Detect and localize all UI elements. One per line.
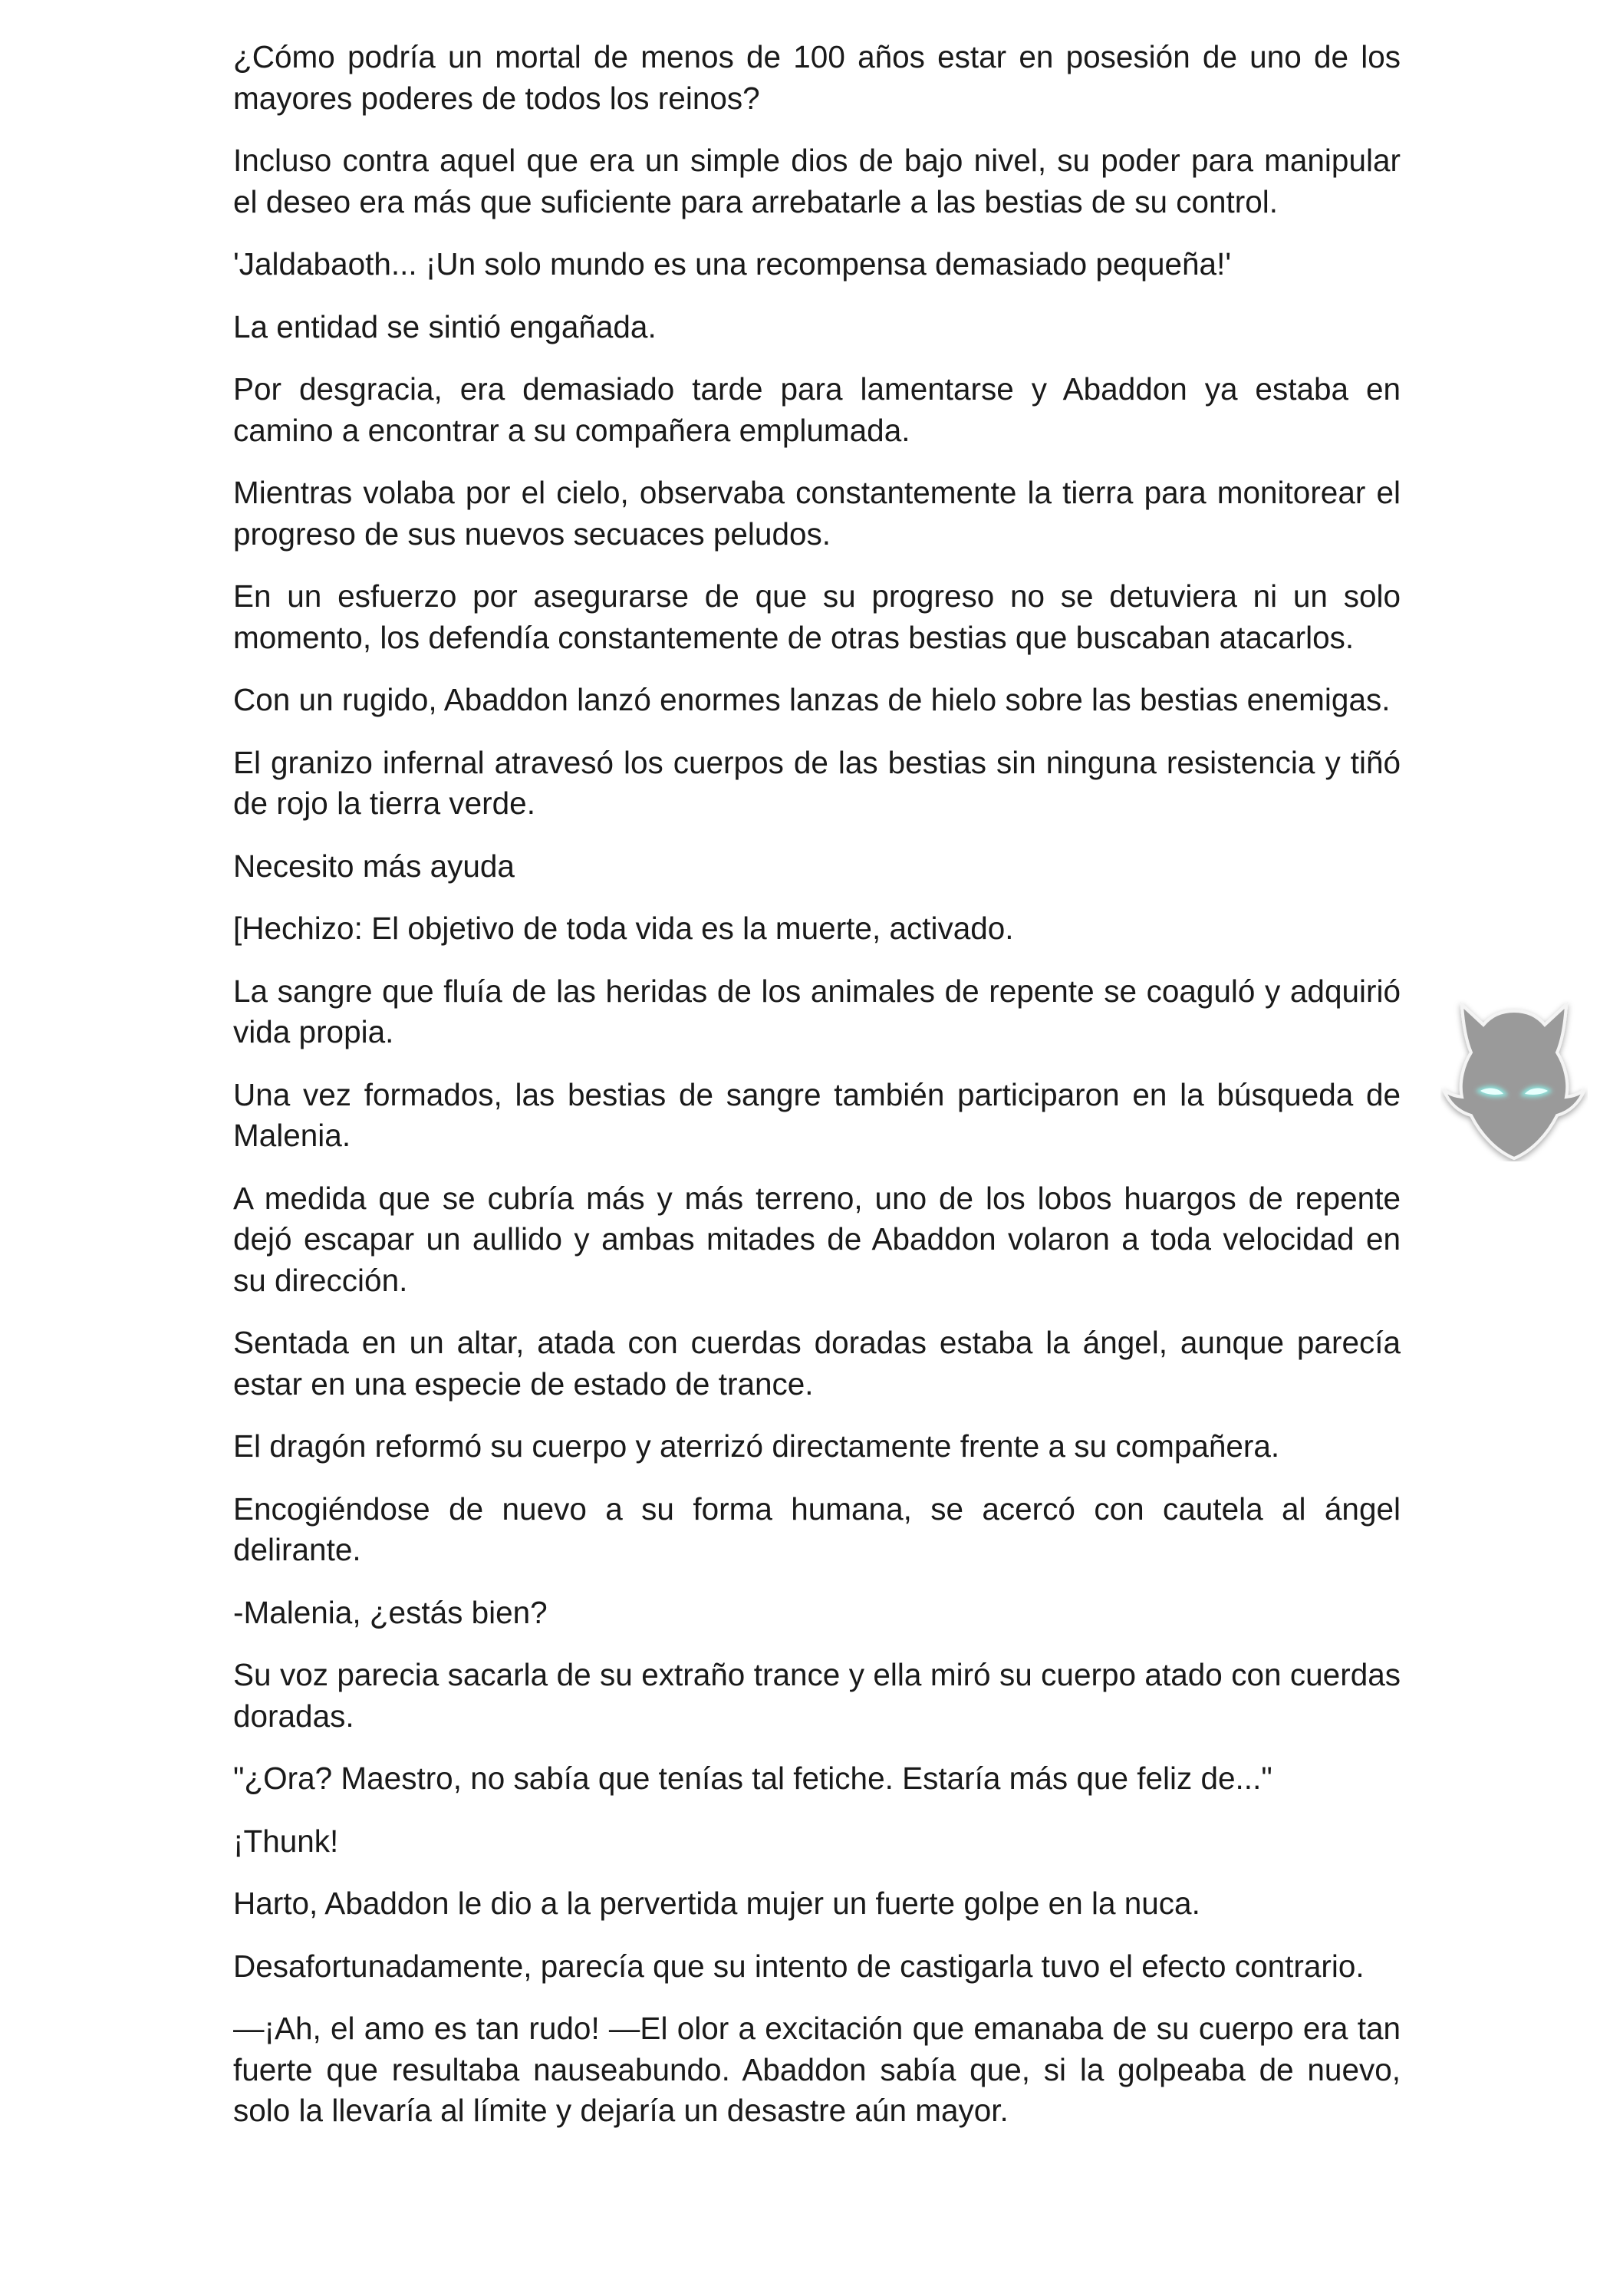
paragraph: Desafortunadamente, parecía que su intento de castigarla tuvo el efecto contrario. [233, 1948, 1365, 1984]
paragraph: La entidad se sintió engañada. [233, 308, 657, 344]
paragraph: Encogiéndose de nuevo a su forma humana, se acercó con cautela al ángel delirante. [233, 1491, 1401, 1567]
paragraph: Su voz parecia sacarla de su extraño trance y ella miró su cuerpo atado con cuerdas doradas. [233, 1657, 1401, 1734]
devil-head-silhouette [1444, 1005, 1585, 1158]
paragraph: 'Jaldabaoth... ¡Un solo mundo es una recompensa demasiado pequeña!' [233, 246, 1232, 282]
paragraph: -Malenia, ¿estás bien? [233, 1594, 548, 1630]
paragraph: El dragón reformó su cuerpo y aterrizó directamente frente a su compañera. [233, 1428, 1280, 1464]
paragraph: Harto, Abaddon le dio a la pervertida mujer un fuerte golpe en la nuca. [233, 1886, 1200, 1921]
paragraph: —¡Ah, el amo es tan rudo! —El olor a excitación que emanaba de su cuerpo era tan fuerte que resultaba nauseabundo. Abaddon sabía que, si la golpeaba de nuevo, solo la llevaría al límite y dejaría un desastre aún mayor. [233, 2011, 1401, 2128]
paragraph: A medida que se cubría más y más terreno, uno de los lobos huargos de repente dejó escapar un aullido y ambas mitades de Abaddon volaron a toda velocidad en su dirección. [233, 1180, 1401, 1298]
paragraph: "¿Ora? Maestro, no sabía que tenías tal fetiche. Estaría más que feliz de..." [233, 1761, 1272, 1796]
paragraph: Con un rugido, Abaddon lanzó enormes lanzas de hielo sobre las bestias enemigas. [233, 682, 1391, 717]
paragraph: Mientras volaba por el cielo, observaba constantemente la tierra para monitorear el progreso de sus nuevos secuaces peludos. [233, 475, 1401, 552]
paragraph: Incluso contra aquel que era un simple dios de bajo nivel, su poder para manipular el deseo era más que suficiente para arrebatarle a las bestias de su control. [233, 143, 1401, 219]
paragraph: La sangre que fluía de las heridas de los animales de repente se coaguló y adquirió vida propia. [233, 973, 1401, 1049]
paragraph: Necesito más ayuda [233, 848, 515, 884]
paragraph: [Hechizo: El objetivo de toda vida es la muerte, activado. [233, 911, 1014, 946]
devil-head-icon [1440, 997, 1588, 1161]
document-page [233, 37, 1401, 2153]
paragraph: ¡Thunk! [233, 1823, 339, 1859]
paragraph: ¿Cómo podría un mortal de menos de 100 años estar en posesión de uno de los mayores poderes de todos los reinos? [233, 39, 1401, 116]
paragraph: Una vez formados, las bestias de sangre también participaron en la búsqueda de Malenia. [233, 1076, 1401, 1153]
paragraph: Por desgracia, era demasiado tarde para lamentarse y Abaddon ya estaba en camino a encontrar a su compañera emplumada. [233, 371, 1401, 448]
paragraph: Sentada en un altar, atada con cuerdas doradas estaba la ángel, aunque parecía estar en una especie de estado de trance. [233, 1325, 1401, 1402]
paragraph: El granizo infernal atravesó los cuerpos de las bestias sin ninguna resistencia y tiñó de rojo la tierra verde. [233, 744, 1401, 821]
paragraph: En un esfuerzo por asegurarse de que su progreso no se detuviera ni un solo momento, los defendía constantemente de otras bestias que buscaban atacarlos. [233, 578, 1401, 655]
